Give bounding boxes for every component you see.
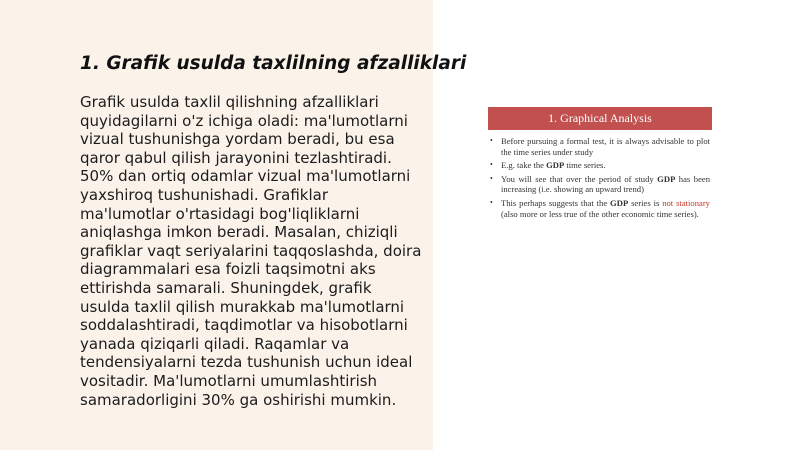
slide-title: 1. Grafik usulda taxlilning afzalliklari [80, 53, 467, 74]
paragraph-line: vositadir. Ma'lumotlarni umumlashtirish [80, 371, 378, 390]
bullet-text-post: has been increasing (i.e. showing an upward trend) [501, 173, 710, 195]
embedded-slide-title: 1. Graphical Analysis [488, 107, 712, 130]
paragraph-line: grafiklar vaqt seriyalarini taqqoslashda, doira [80, 241, 422, 260]
bullet-dot-icon: • [490, 197, 493, 207]
bullet-text-pre: You will see that over the period of study [501, 173, 658, 184]
paragraph-line: soddalashtiradi, taqdimotlar va hisobotlarni [80, 316, 408, 335]
bullet-item [488, 174, 710, 195]
bullet-text-strong: GDP [610, 197, 629, 208]
bullet-text-pre: This perhaps suggests that the [501, 197, 611, 208]
bullet-dot-icon: • [490, 173, 493, 183]
paragraph-line: usulda taxlil qilish murakkab ma'lumotlarni [80, 297, 405, 316]
bullet-text-pre: E.g. take the [501, 160, 547, 171]
bullet-text-mid: series is [628, 197, 663, 208]
embedded-bullet-list [488, 136, 712, 219]
bullet-item [488, 198, 710, 219]
paragraph-line: yaxshiroq tushunishadi. Grafiklar [80, 185, 329, 204]
paragraph-line: diagrammalari esa foizli taqsimotni aks [80, 260, 376, 279]
bullet-text: Before pursuing a formal test, it is always advisable to plot the time series under study [501, 136, 710, 157]
paragraph-line: ma'lumotlar o'rtasidagi bog'liqliklarni [80, 204, 360, 223]
bullet-text-accent: not stationary [662, 197, 710, 208]
bullet-item [488, 160, 710, 171]
bullet-dot-icon: • [490, 160, 493, 170]
bullet-text-post: (also more or less true of the other economic time series). [501, 208, 699, 219]
paragraph-line: aniqlashga imkon beradi. Masalan, chiziqli [80, 223, 398, 242]
paragraph-line: vizual tushunishga yordam beradi, bu esa [80, 130, 395, 149]
paragraph-line: samaradorligini 30% ga oshirishi mumkin. [80, 390, 397, 409]
paragraph-line: quyidagilarni o'z ichiga oladi: ma'lumotlarni [80, 111, 408, 130]
paragraph-line: Grafik usulda taxlil qilishning afzalliklari [80, 93, 379, 111]
paragraph-line: ettirishda samarali. Shuningdek, grafik [80, 278, 372, 297]
body-paragraph [80, 93, 425, 409]
paragraph-line: yanada qiziqarli qiladi. Raqamlar va [80, 334, 350, 353]
bullet-text-post: time series. [564, 160, 606, 171]
paragraph-line: tendensiyalarni tezda tushunish uchun ideal [80, 353, 413, 372]
bullet-text-strong: GDP [546, 160, 565, 171]
paragraph-line: 50% dan ortiq odamlar vizual ma'lumotlarni [80, 167, 411, 186]
bullet-item [488, 136, 710, 157]
embedded-slide-image [488, 107, 712, 267]
paragraph-line: qaror qabul qilish jarayonini tezlashtiradi. [80, 148, 392, 167]
bullet-text-strong: GDP [657, 173, 676, 184]
bullet-dot-icon: • [490, 136, 493, 145]
